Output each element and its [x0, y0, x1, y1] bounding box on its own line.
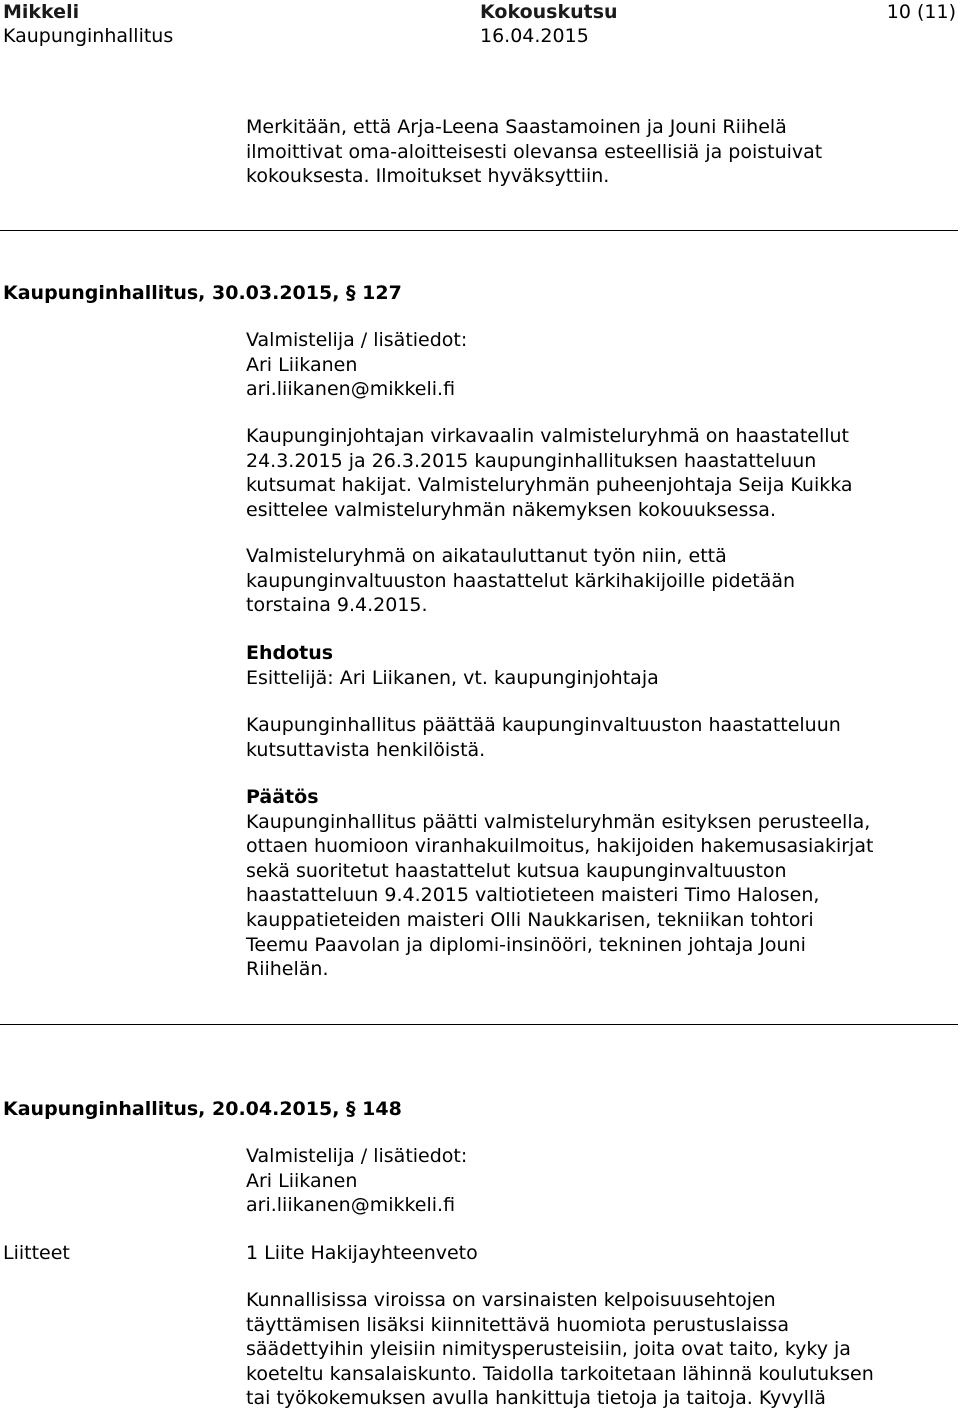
paragraph-line: Kaupunginhallitus päätti valmisteluryhmän esityksen perusteella, [246, 810, 871, 833]
attachment-item: 1 Liite Hakijayhteenveto [246, 1242, 478, 1264]
paragraph-line: tai työkokemuksen avulla hankittuja tietoja ja taitoja. Kyvyllä [246, 1387, 826, 1410]
preparer-info [246, 1144, 946, 1218]
proposal-heading: Ehdotus [246, 642, 334, 664]
header-page-number: 10 (11) [886, 1, 956, 23]
attachments-label: Liitteet [3, 1242, 70, 1264]
paragraph-line: säädettyihin yleisiin nimitysperusteisiin, joita ovat taito, kyky ja [246, 1338, 851, 1361]
paragraph-line: koeteltu kansalaiskunto. Taidolla tarkoitetaan lähinnä koulutuksen [246, 1362, 874, 1385]
preparer-email: ari.liikanen@mikkeli.fi [246, 378, 456, 401]
presenter: Esittelijä: Ari Liikanen, vt. kaupunginjohtaja [246, 666, 659, 689]
paragraph-line: Riihelän. [246, 958, 329, 981]
preparer-name: Ari Liikanen [246, 1169, 358, 1192]
paragraph-line: 24.3.2015 ja 26.3.2015 kaupunginhallituksen haastatteluun [246, 449, 817, 472]
paragraph-line: kauppatieteiden maisteri Olli Naukkarisen, tekniikan tohtori [246, 908, 814, 931]
paragraph-line: kutsumat hakijat. Valmisteluryhmän puheenjohtaja Seija Kuikka [246, 474, 853, 497]
top-note-line: ilmoittivat oma-aloitteisesti olevansa esteellisiä ja poistuivat [246, 140, 823, 163]
paragraph-line: sekä suoritetut haastattelut kutsua kaupunginvaltuuston [246, 859, 787, 882]
header-org: Mikkeli [3, 1, 80, 23]
section-divider [0, 1024, 958, 1025]
preparer-email: ari.liikanen@mikkeli.fi [246, 1194, 456, 1217]
paragraph [246, 1288, 946, 1411]
paragraph [246, 424, 946, 522]
top-note-line: kokouksesta. Ilmoitukset hyväksyttiin. [246, 165, 610, 188]
paragraph-line: Kaupunginjohtajan virkavaalin valmisteluryhmä on haastatellut [246, 425, 850, 447]
paragraph-line: Valmisteluryhmä on aikatauluttanut työn niin, että [246, 545, 727, 567]
header-doc-type: Kokouskutsu [480, 1, 618, 23]
header-left [3, 0, 173, 48]
decision-heading: Päätös [246, 786, 319, 808]
paragraph-line: esittelee valmisteluryhmän näkemyksen kokouuksessa. [246, 498, 776, 521]
section-title: Kaupunginhallitus, 20.04.2015, § 148 [3, 1098, 402, 1120]
proposal-text [246, 713, 946, 762]
section-title: Kaupunginhallitus, 30.03.2015, § 127 [3, 282, 402, 304]
header-middle [480, 0, 618, 48]
preparer-label: Valmistelija / lisätiedot: [246, 329, 468, 351]
paragraph-line: kaupunginvaltuuston haastattelut kärkihakijoille pidetään [246, 569, 796, 592]
top-note-line: Merkitään, että Arja-Leena Saastamoinen ja Jouni Riihelä [246, 116, 787, 138]
paragraph-line: täyttämisen lisäksi kiinnitettävä huomiota perustuslaissa [246, 1313, 789, 1336]
preparer-name: Ari Liikanen [246, 353, 358, 376]
paragraph-line: Kaupunginhallitus päättää kaupunginvaltuuston haastatteluun [246, 714, 841, 736]
paragraph-line: ottaen huomioon viranhakuilmoitus, hakijoiden hakemusasiakirjat [246, 835, 874, 858]
header-date: 16.04.2015 [480, 25, 589, 47]
proposal-block [246, 641, 946, 690]
preparer-info [246, 328, 946, 402]
top-note [246, 115, 946, 189]
preparer-label: Valmistelija / lisätiedot: [246, 1145, 468, 1167]
header-body: Kaupunginhallitus [3, 25, 174, 47]
paragraph-line: torstaina 9.4.2015. [246, 594, 428, 617]
paragraph-line: haastatteluun 9.4.2015 valtiotieteen maisteri Timo Halosen, [246, 884, 820, 907]
paragraph-line: Teemu Paavolan ja diplomi-insinööri, tekninen johtaja Jouni [246, 933, 806, 956]
paragraph-line: kutsuttavista henkilöistä. [246, 738, 486, 761]
section-divider [0, 230, 958, 231]
decision-block [246, 785, 946, 982]
paragraph-line: Kunnallisissa viroissa on varsinaisten kelpoisuusehtojen [246, 1289, 776, 1311]
paragraph [246, 544, 946, 618]
header-right [887, 0, 956, 24]
